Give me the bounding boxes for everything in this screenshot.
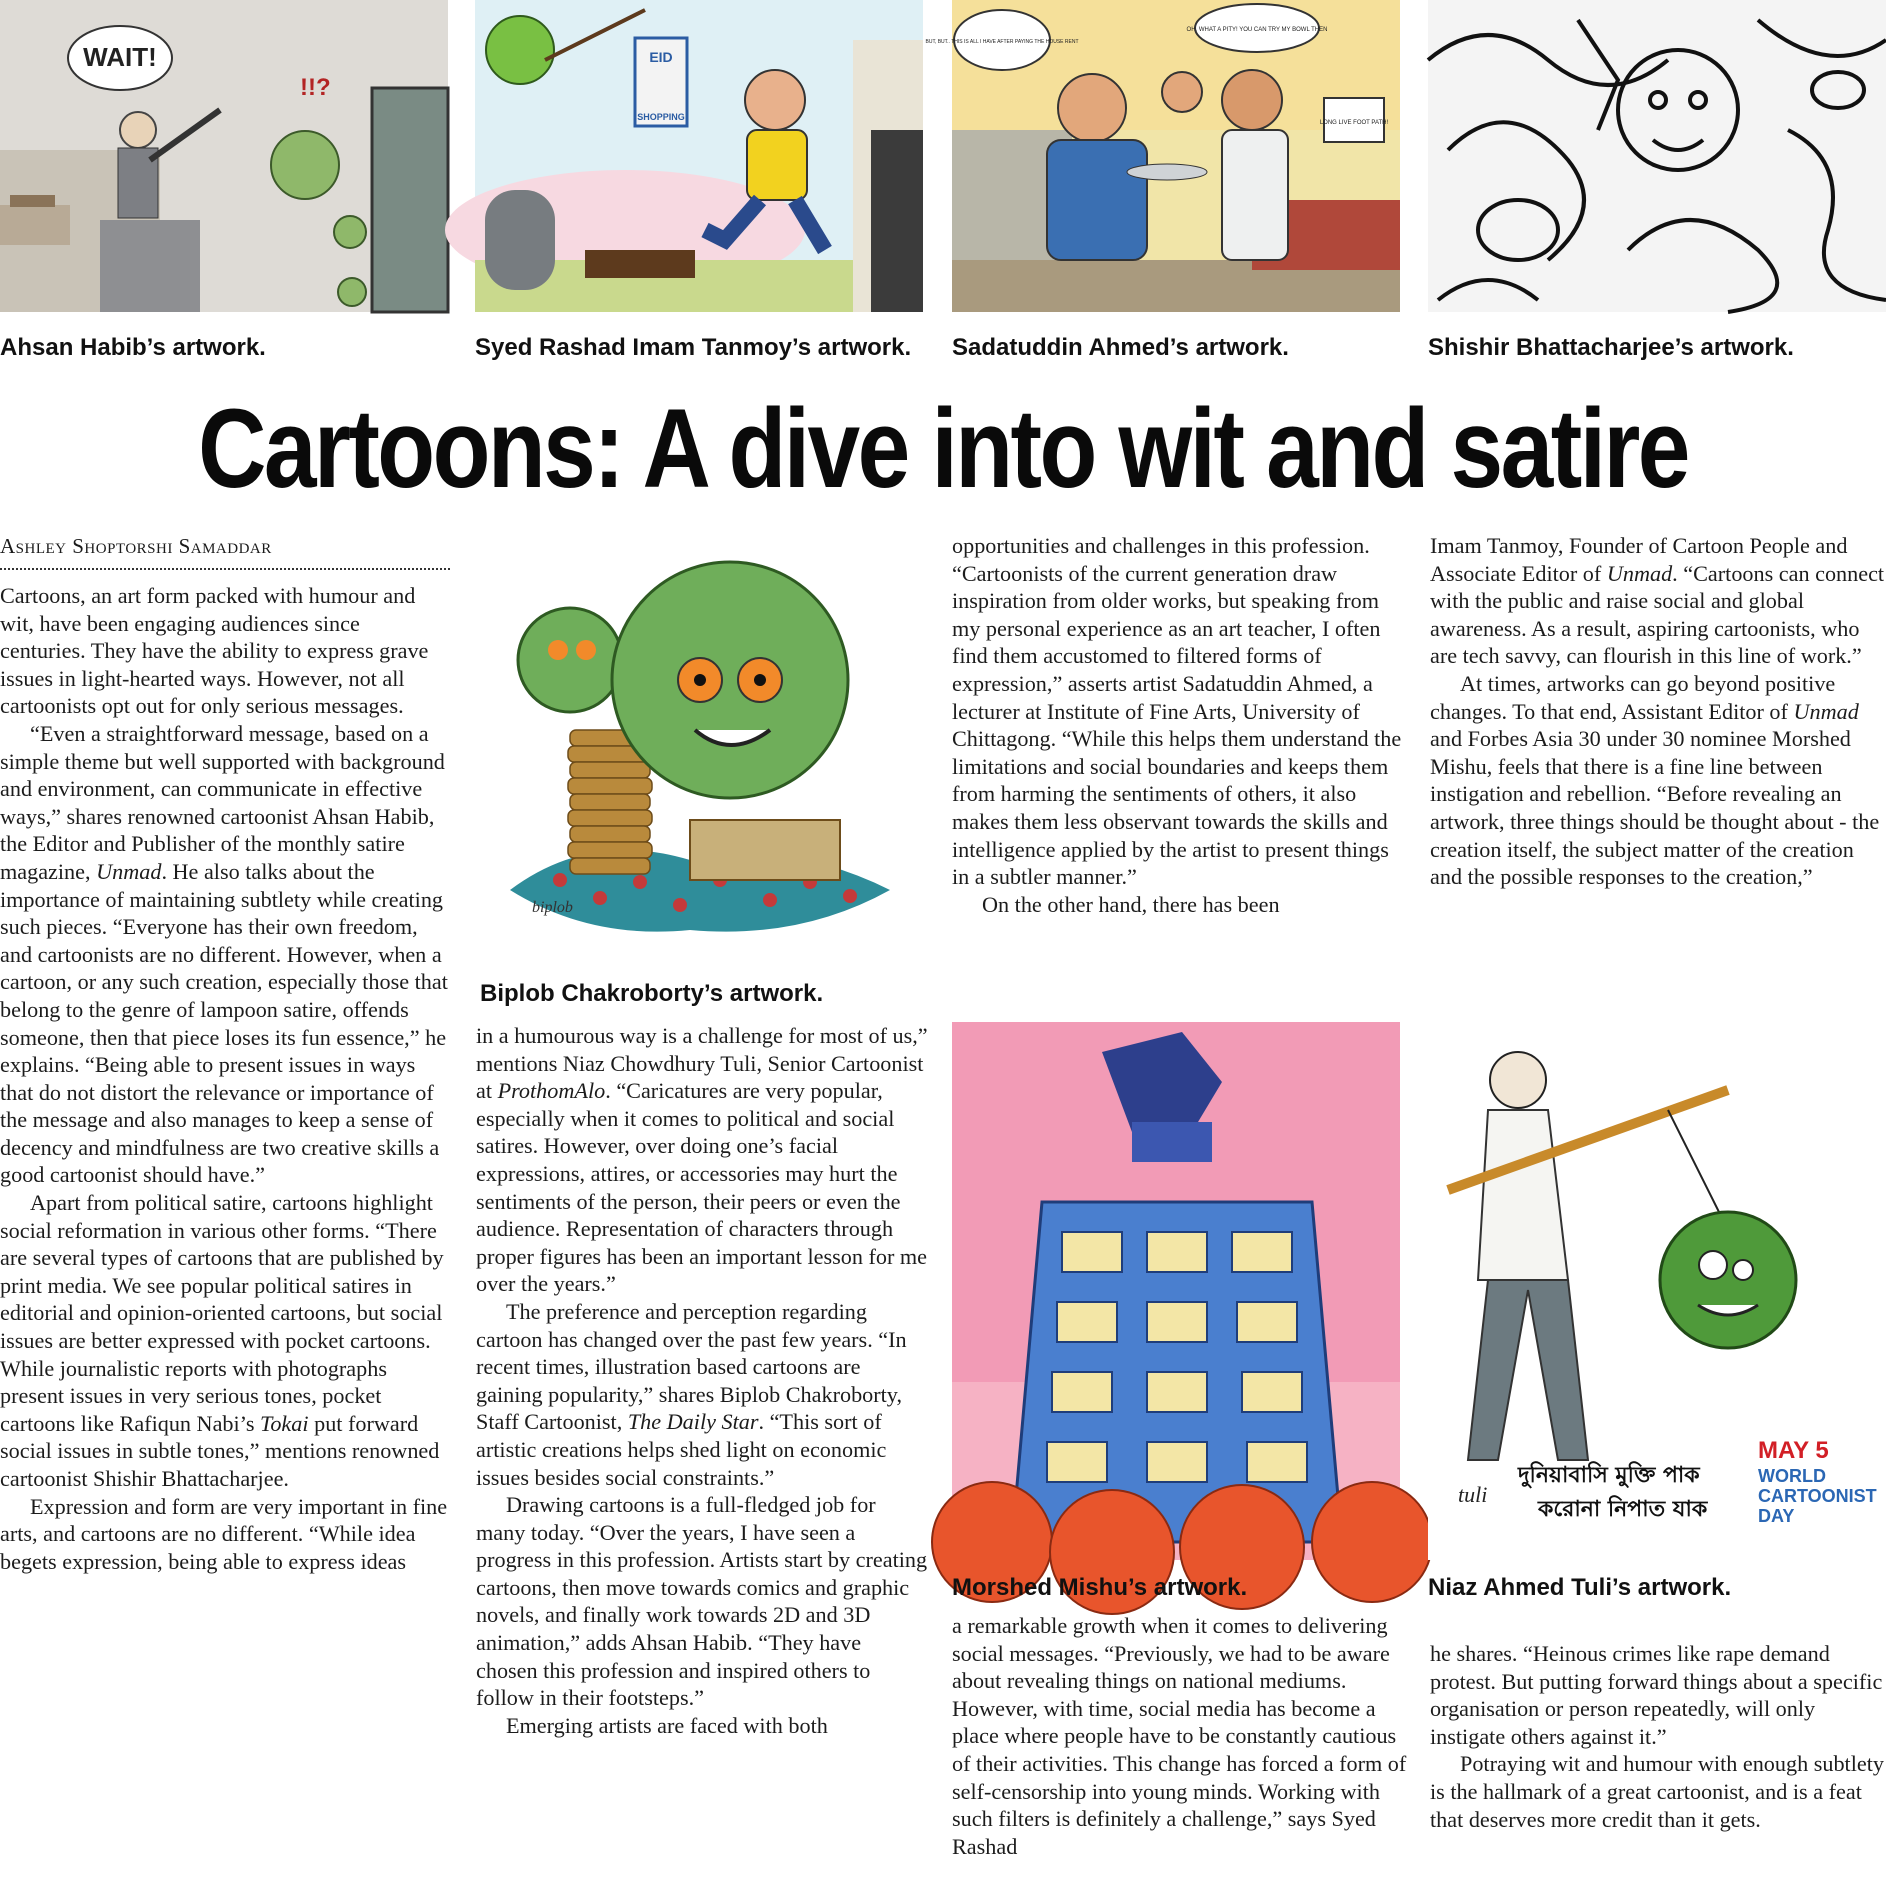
world-cartoonist-day-1: WORLD bbox=[1758, 1466, 1826, 1486]
paragraph: “Even a straightforward message, based on a simple theme but well supported with background and environment, can communicate in effective ways,” shares renowned cartoonist Ahsan Habib, the Editor and Publisher of the monthly satire magazine, Unmad. He also talks about the importance of maintaining subtlety while creating such pieces. “Everyone has their own freedom, and cartoonists are no different. However, when a cartoon, or any such creation, especially those that belong to the genre of lampoon satire, offends someone, then that piece loses its fun essence,” he explains. “Being able to present issues in ways that do not distort the relevance or importance of the message and also manages to keep a sense of decency and mindfulness are two creative skills a good cartoonist should have.” bbox=[0, 720, 448, 1188]
caption-niaz-ahmed-tuli: Niaz Ahmed Tuli’s artwork. bbox=[1428, 1574, 1732, 1601]
paragraph: Emerging artists are faced with both bbox=[506, 1712, 828, 1738]
bangla-slogan-1: দুনিয়াবাসি মুক্তি পাক bbox=[1518, 1463, 1700, 1488]
paragraph: a remarkable growth when it comes to delivering social messages. “Previously, we had to be aware about revealing things on national mediums. However, with time, social media has become a place where people have to be constantly cautious of their activities. This change has forced a form of self-censorship into young minds. Working with such filters is definitely a challenge,” says Syed Rashad bbox=[952, 1613, 1407, 1859]
paragraph: opportunities and challenges in this profession. “Cartoonists of the current generation draw inspiration from older works, but speaking from my personal experience as an art teacher, I often find them accustomed to filtered forms of expression,” asserts artist Sadatuddin Ahmed, a lecturer at Institute of Fine Arts, University of Chittagong. “While this helps them understand the limitations and social boundaries and keeps them from harming the sentiments of others, it also makes them less observant towards the skills and intelligence applied by the artist to present things in a subtler manner.” bbox=[952, 533, 1402, 890]
paragraph: Potraying wit and humour with enough subtlety is the hallmark of a great cartoonist, and is a feat that deserves more credit than it gets. bbox=[1430, 1751, 1884, 1832]
artwork-biplob-chakroborty bbox=[470, 530, 928, 950]
paragraph: he shares. “Heinous crimes like rape demand protest. But putting forward things about a specific organisation or person repeatedly, will only instigate others against it.” bbox=[1430, 1641, 1883, 1749]
caption-ahsan-habib: Ahsan Habib’s artwork. bbox=[0, 334, 266, 361]
artwork-ahsan-habib bbox=[0, 0, 448, 312]
article-column-4-top bbox=[1430, 532, 1886, 891]
biplob-signature: biplob bbox=[532, 899, 573, 916]
headline: Cartoons: A dive into wit and satire bbox=[198, 386, 1688, 511]
world-cartoonist-day-2: CARTOONIST bbox=[1758, 1486, 1877, 1506]
paragraph: On the other hand, there has been bbox=[982, 891, 1280, 917]
wait-bubble-text: WAIT! bbox=[83, 42, 157, 72]
artwork-sadatuddin-ahmed bbox=[925, 0, 1400, 312]
speech-bubble-1: BUT, BUT.. THIS IS ALL I HAVE AFTER PAYING THE HOUSE RENT bbox=[925, 39, 1079, 45]
article-column-3-bottom bbox=[952, 1612, 1407, 1860]
byline: Ashley Shoptorshi Samaddar bbox=[0, 534, 450, 570]
speech-bubble-2: OH, WHAT A PITY! YOU CAN TRY MY BOWL THEN bbox=[1186, 27, 1328, 33]
artwork-shishir-bhattacharjee bbox=[1428, 0, 1886, 312]
article-column-4-bottom bbox=[1430, 1640, 1886, 1833]
tuli-signature: tuli bbox=[1458, 1482, 1488, 1507]
foot-path-sign: LONG LIVE FOOT PATH! bbox=[1319, 120, 1389, 126]
paragraph: Cartoons, an art form packed with humour and wit, have been engaging audiences since centuries. They have the ability to express grave issues in light-hearted ways. However, not all cartoonists opt out for only serious messages. bbox=[0, 583, 429, 719]
artwork-syed-rashad-imam-tanmoy bbox=[475, 0, 923, 312]
artwork-morshed-mishu bbox=[952, 1022, 1400, 1560]
paragraph: Imam Tanmoy, Founder of Cartoon People and Associate Editor of Unmad. “Cartoons can connect with the public and raise social and global awareness. As a result, aspiring cartoonists, who are tech savvy, can flourish in this line of work.” bbox=[1430, 533, 1885, 669]
world-cartoonist-day-3: DAY bbox=[1758, 1506, 1795, 1526]
paragraph: The preference and perception regarding cartoon has changed over the past few years. “In recent times, illustration based cartoons are gaining popularity,” shares Biplob Chakroborty, Staff Cartoonist, The Daily Star. “This sort of artistic creations helps shed light on economic issues besides social constraints.” bbox=[476, 1298, 907, 1490]
caption-sadatuddin-ahmed: Sadatuddin Ahmed’s artwork. bbox=[952, 334, 1289, 361]
article-column-2 bbox=[476, 1022, 928, 1739]
may-5-label: MAY 5 bbox=[1758, 1437, 1829, 1464]
caption-morshed-mishu: Morshed Mishu’s artwork. bbox=[952, 1574, 1248, 1601]
paragraph: At times, artworks can go beyond positive changes. To that end, Assistant Editor of Unmad and Forbes Asia 30 under 30 nominee Morshed Mishu, feels that there is a fine line between instigation and rebellion. “Before revealing an artwork, three things should be thought about - the creation itself, the subject matter of the creation and the possible responses to the creation,” bbox=[1430, 670, 1880, 890]
eid-sign-bottom: SHOPPING bbox=[637, 112, 685, 122]
caption-shishir-bhattacharjee: Shishir Bhattacharjee’s artwork. bbox=[1428, 334, 1794, 361]
eid-sign-top: EID bbox=[649, 49, 673, 65]
caption-biplob-chakroborty: Biplob Chakroborty’s artwork. bbox=[480, 980, 824, 1007]
article-column-3-top bbox=[952, 532, 1407, 918]
caption-syed-rashad-imam-tanmoy: Syed Rashad Imam Tanmoy’s artwork. bbox=[475, 334, 912, 361]
bangla-slogan-2: করোনা নিপাত যাক bbox=[1538, 1497, 1708, 1522]
paragraph: Expression and form are very important in fine arts, and cartoons are no different. “While idea begets expression, being able to express ideas bbox=[0, 1493, 448, 1574]
paragraph: Drawing cartoons is a full-fledged job for many today. “Over the years, I have seen a progress in this profession. Artists start by creating cartoons, then move towards comics and graphic novels, and finally work towards 2D and 3D animation,” adds Ahsan Habib. “They have chosen this profession and inspired others to follow in their footsteps.” bbox=[476, 1492, 928, 1711]
paragraph: in a humourous way is a challenge for most of us,” mentions Niaz Chowdhury Tuli, Senior Cartoonist at ProthomAlo. “Caricatures are very popular, especially when it comes to political and social satires. However, over doing one’s facial expressions, attires, or accessories may hurt the sentiments of the person, their peers or even the audience. Representation of characters through proper figures has been an important lesson for me over the years.” bbox=[476, 1023, 928, 1297]
exclaim-text: !!? bbox=[300, 74, 331, 101]
paragraph: Apart from political satire, cartoons highlight social reformation in various other forms. “There are several types of cartoons that are published by print media. We see popular political satires in editorial and opinion-oriented cartoons, but social issues are better expressed with pocket cartoons. While journalistic reports with photographs present issues in very serious tones, pocket cartoons like Rafiqun Nabi’s Tokai put forward social issues in subtle tones,” mentions renowned cartoonist Shishir Bhattacharjee. bbox=[0, 1190, 444, 1491]
artwork-niaz-ahmed-tuli bbox=[1428, 1030, 1886, 1560]
article-column-1 bbox=[0, 582, 450, 1575]
